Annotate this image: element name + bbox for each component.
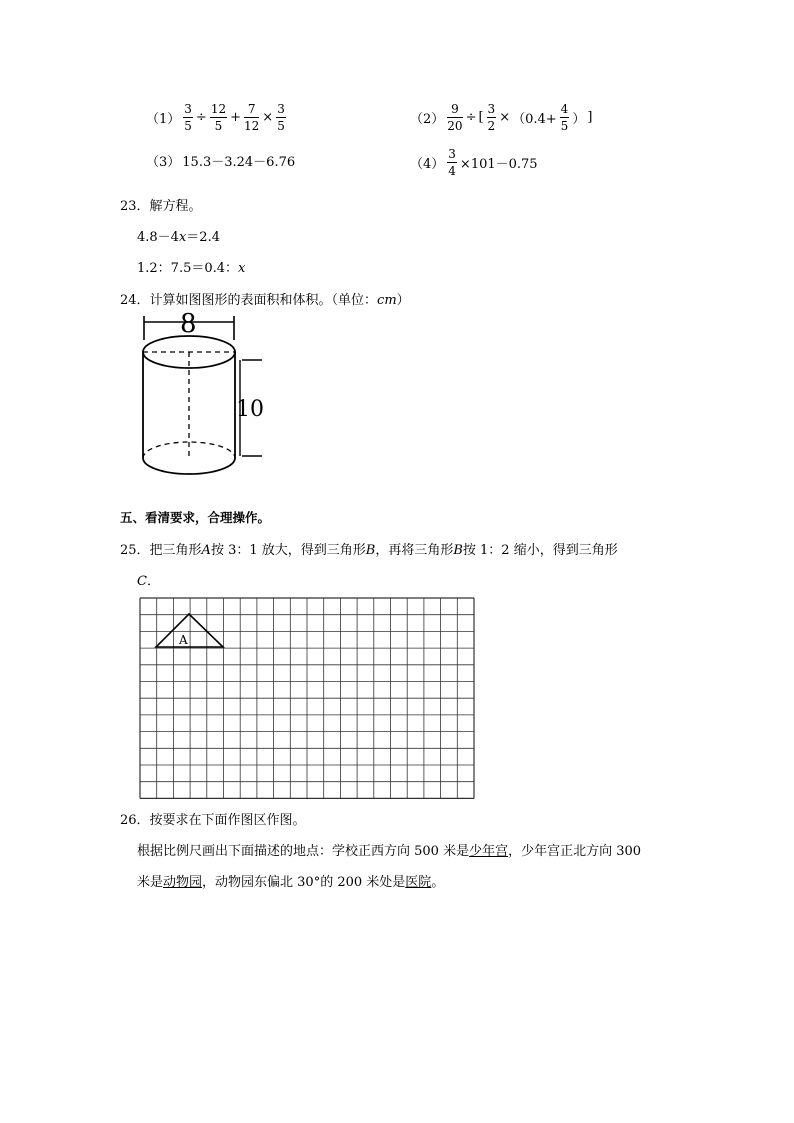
operator: ×: [499, 110, 511, 125]
question-26-line-1: 根据比例尺画出下面描述的地点：学校正西方向 500 米是少年宫，少年宫正北方向 300: [137, 844, 642, 859]
question-26-line-2: 米是动物园，动物园东偏北 30°的 200 米处是医院。: [137, 875, 445, 890]
operator: +: [230, 110, 242, 125]
calc-item-3: [146, 151, 295, 170]
item-index: （3）: [146, 155, 181, 170]
bracket: ]: [587, 110, 593, 125]
grid-area: [139, 597, 479, 800]
fraction: $\frac{3}{5}$: [277, 102, 285, 133]
triangle-a: [156, 614, 223, 647]
fraction: $\frac{3}{2}$: [487, 102, 496, 133]
question-24-title: 24．计算如图图形的表面积和体积。（单位：cm）: [120, 293, 410, 308]
question-23-title: 23．解方程。: [120, 199, 202, 214]
operator: ÷: [195, 110, 207, 125]
expression: 15.3－3.24－6.76: [182, 155, 296, 170]
question-25-line-1: 25．把三角形A按 3：1 放大，得到三角形B，再将三角形B按 1：2 缩小，得到三角形: [120, 543, 618, 558]
item-index: （4）: [410, 157, 445, 172]
equation-2: 1.2：7.5＝0.4：x: [137, 261, 246, 276]
question-25-line-2: C．: [137, 574, 160, 589]
paren-open: （0.4+: [512, 112, 557, 127]
fraction: $\frac{3}{4}$: [448, 147, 456, 178]
paren-close: ）: [572, 112, 586, 127]
height-label: 10: [236, 397, 264, 422]
fraction: $\frac{12}{5}$: [210, 102, 227, 133]
triangle-a-label: A: [179, 633, 188, 647]
equation-1: 4.8－4x＝2.4: [137, 230, 220, 245]
item-index: （2）: [410, 112, 445, 127]
fraction: $\frac{7}{12}$: [244, 102, 260, 133]
operator: ÷: [465, 110, 477, 125]
expression-tail: ×101－0.75: [459, 157, 538, 172]
grid-lines: [140, 598, 474, 798]
section-5-title: 五、看清要求，合理操作。: [120, 510, 271, 525]
fraction: $\frac{9}{20}$: [447, 102, 463, 133]
bracket: [: [478, 110, 484, 125]
calc-item-4: [410, 148, 538, 177]
calc-item-2: [410, 103, 592, 132]
item-index: （1）: [146, 112, 181, 127]
calc-item-1: [146, 103, 287, 132]
question-26-title: 26．按要求在下面作图区作图。: [120, 813, 306, 828]
fraction: $\frac{4}{5}$: [560, 102, 569, 133]
fraction: $\frac{3}{5}$: [184, 102, 192, 133]
diameter-label: 8: [180, 310, 197, 339]
operator: ×: [262, 110, 274, 125]
cylinder-figure: [130, 310, 270, 495]
